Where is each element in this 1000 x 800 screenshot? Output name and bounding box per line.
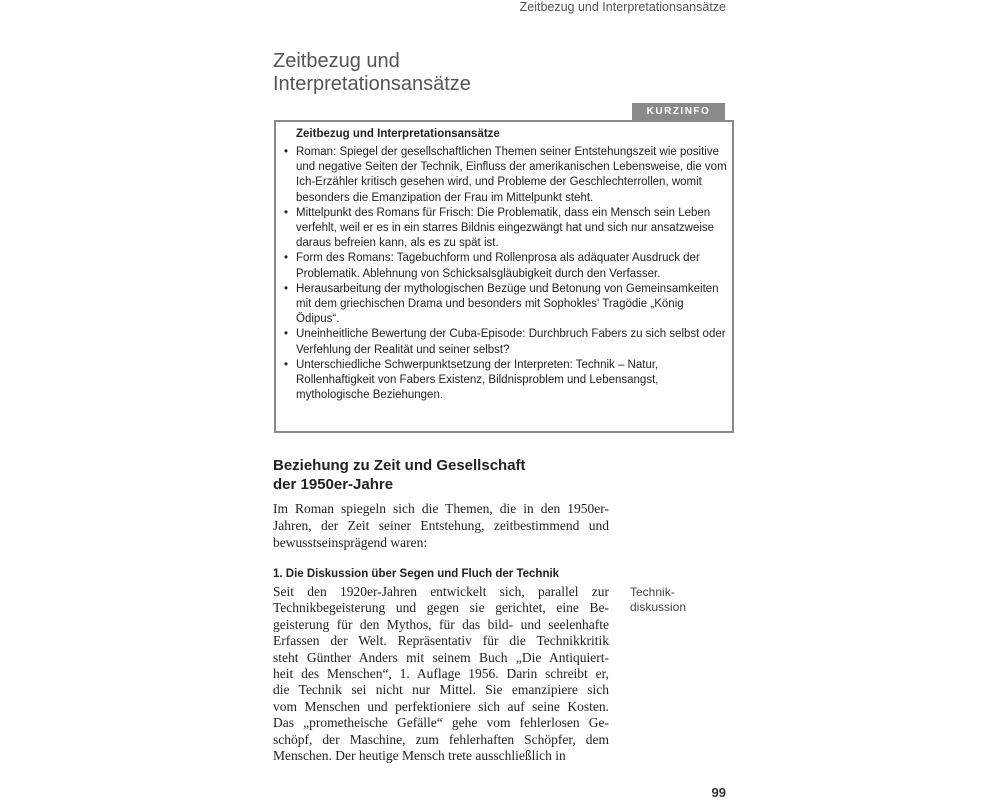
chapter-title-line-2: Interpretationsansätze [273,73,471,95]
body-line: Das „prometheische Gefälle“ gehe vom fehlerlosen Ge- [273,715,609,731]
section-heading [273,456,613,494]
body-line: Erfassen der Welt. Repräsentativ für die Technikkritik [273,633,609,649]
kurzinfo-item: • Uneinheitliche Bewertung der Cuba-Episode: Durchbruch Fabers zu sich selbst oder Verfehlung der Realität und seiner selbst? [284,327,730,357]
body-line: vom Menschen und perfektioniere sich auf seine Kosten. [273,698,609,714]
section-heading-line-1: Beziehung zu Zeit und Gesellschaft [273,457,526,474]
margin-note-line-2: diskussion [630,600,687,614]
margin-note [630,585,730,615]
body-line: schöpf, der Maschine, zum fehlerhaften Schöpfer, dem [273,731,609,747]
section-heading-line-2: der 1950er-Jahre [273,476,394,493]
kurzinfo-item: • Mittelpunkt des Romans für Frisch: Die Problematik, dass ein Mensch sein Leben verfehlt, weil er es in ein starres Bildnis eingezwängt hat und sich nur ansatzweise daraus befreien kann, als es zu spät ist. [284,206,730,252]
kurzinfo-tab: KURZINFO [632,103,725,120]
body-line: heit des Menschen“, 1. Auflage 1956. Darin schreibt er, [273,666,609,682]
kurzinfo-item: • Unterschiedliche Schwerpunktsetzung der Interpreten: Technik – Natur, Rollenhaftigkeit von Fabers Existenz, Bildnisproblem und Lebensangst, mythologische Beziehungen. [284,358,730,404]
body-line: Menschen. Der heutige Mensch trete ausschließlich in [273,748,566,764]
running-head: Zeitbezug und Interpretationsansätze [519,0,726,14]
chapter-title-line-1: Zeitbezug und [273,50,400,72]
intro-paragraph: Im Roman spiegeln sich die Themen, die in den 1950er-Jahren, der Zeit seiner Entstehung, zeitbestimmend und bewusstseinsprägend waren: [273,501,609,550]
kurzinfo-item: • Herausarbeitung der mythologischen Bezüge und Betonung von Gemeinsamkeiten mit dem griechischen Drama und besonders mit Sophokles' Tragödie „König Ödipus“. [284,282,730,328]
body-line: steht Günther Anders mit seinem Buch „Die Antiquiert- [273,649,609,665]
body-paragraph [273,584,609,764]
kurzinfo-title: Zeitbezug und Interpretationsansätze [296,128,500,140]
chapter-title [273,50,733,96]
page-number: 99 [711,785,726,800]
body-line: Technikbegeisterung und gegen sie gerichtet, eine Be- [273,600,609,616]
body-line: geisterung für den Mythos, für das bild- und seelenhafte [273,616,609,632]
subheading: 1. Die Diskussion über Segen und Fluch der Technik [273,568,560,580]
body-line: die Technik sei nicht nur Mittel. Sie emanzipiere sich [273,682,609,698]
kurzinfo-list [284,145,730,403]
kurzinfo-item: • Roman: Spiegel der gesellschaftlichen Themen seiner Entstehungszeit wie positive und negative Seiten der Technik, Einfluss der amerikanischen Lebensweise, die vom Ich-Erzähler kritisch gesehen wird, und Probleme der Geschlechterrollen, womit besonders die Emanzipation der Frau im Mittelpunkt steht. [284,145,730,206]
kurzinfo-item: • Form des Romans: Tagebuchform und Rollenprosa als adäquater Ausdruck der Problematik. Ablehnung von Schicksalsgläubigkeit durch den Verfasser. [284,251,730,281]
kurzinfo-box [274,120,734,433]
margin-note-line-1: Technik- [630,585,675,599]
body-line: Seit den 1920er-Jahren entwickelt sich, parallel zur [273,584,609,599]
